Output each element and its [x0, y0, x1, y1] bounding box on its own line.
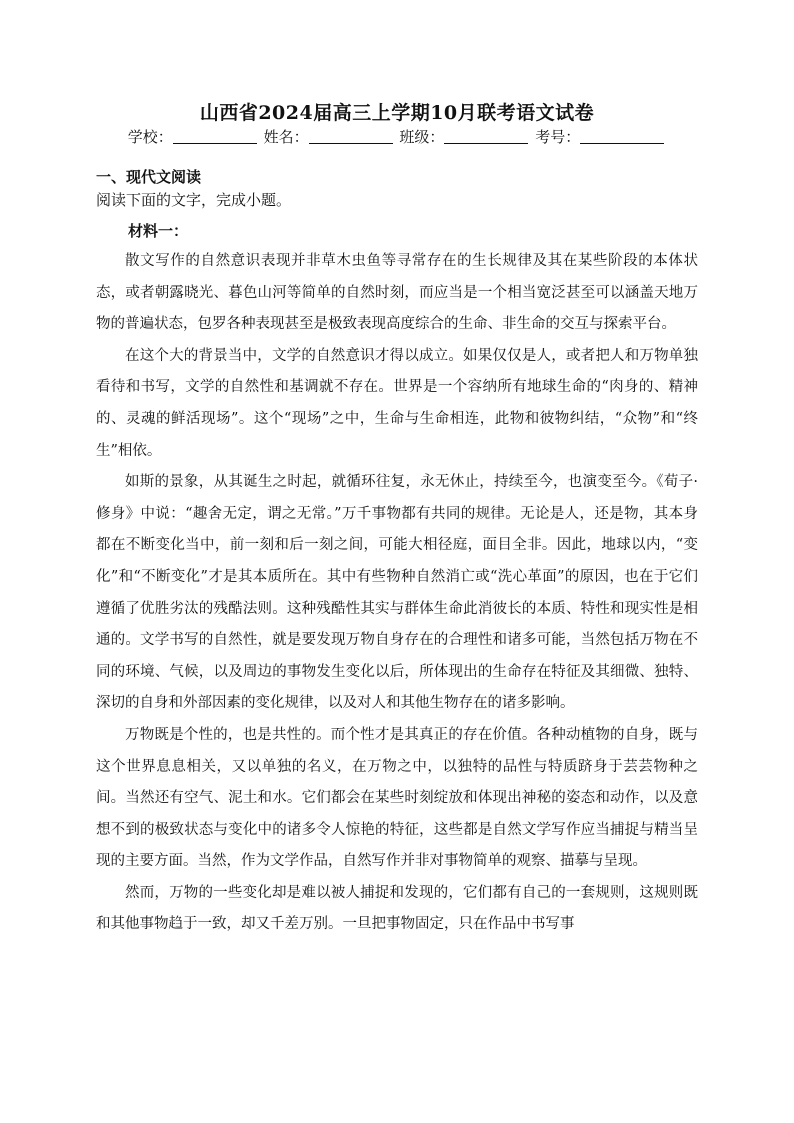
material-label: 材料一： — [128, 222, 189, 240]
material-body — [96, 246, 698, 941]
name-blank[interactable] — [309, 129, 393, 144]
exam-number-blank[interactable] — [580, 129, 664, 144]
class-field — [399, 126, 530, 147]
class-label: 班级： — [399, 128, 445, 146]
student-info-line — [0, 126, 794, 147]
class-blank[interactable] — [444, 129, 528, 144]
paragraph: 然而，万物的一些变化却是难以被人捕捉和发现的，它们都有自己的一套规则，这规则既和其他事物趋于一致，却又千差万别。一旦把事物固定，只在作品中书写事 — [96, 884, 698, 933]
name-label: 姓名： — [263, 128, 309, 146]
reading-instruction: 阅读下面的文字，完成小题。 — [96, 191, 292, 209]
school-blank[interactable] — [173, 129, 257, 144]
section-heading: 一、现代文阅读 — [96, 168, 202, 186]
school-label: 学校： — [127, 128, 173, 146]
page-title: 山西省2024届高三上学期10月联考语文试卷 — [199, 102, 595, 124]
paragraph: 万物既是个性的，也是共性的。而个性才是其真正的存在价值。各种动植物的自身，既与这个世界息息相关，又以单独的名义，在万物之中，以独特的品性与特质跻身于芸芸物种之间。当然还有空气、泥土和水。它们都会在某些时刻绽放和体现出神秘的姿态和动作，以及意想不到的极致状态与变化中的诸多令人惊艳的特征，这些都是自然文学写作应当捕捉与精当呈现的主要方面。当然，作为文学作品，自然写作并非对事物简单的观察、描摹与呈现。 — [96, 726, 698, 870]
paragraph: 在这个大的背景当中，文学的自然意识才得以成立。如果仅仅是人，或者把人和万物单独看待和书写，文学的自然性和基调就不存在。世界是一个容纳所有地球生命的“肉身的、精神的、灵魂的鲜活现场”。这个“现场”之中，生命与生命相连，此物和彼物纠结，“众物”和“终生”相依。 — [96, 347, 698, 459]
paragraph: 散文写作的自然意识表现并非草木虫鱼等寻常存在的生长规律及其在某些阶段的本体状态，或者朝露晓光、暮色山河等简单的自然时刻，而应当是一个相当宽泛甚至可以涵盖天地万物的普遍状态，包罗各种表现甚至是极致表现高度综合的生命、非生命的交互与探索平台。 — [96, 253, 698, 333]
exam-number-field — [535, 126, 666, 147]
exam-number-label: 考号： — [535, 128, 581, 146]
paragraph: 如斯的景象，从其诞生之时起，就循环往复，永无休止，持续至今，也演变至今。《荀子·修身》中说：“趣舍无定，谓之无常。”万千事物都有共同的规律。无论是人，还是物，其本身都在不断变化当中，前一刻和后一刻之间，可能大相径庭，面目全非。因此，地球以内，“变化”和“不断变化”才是其本质所在。其中有些物种自然消亡或“洗心革面”的原因，也在于它们遵循了优胜劣汰的残酷法则。这种残酷性其实与群体生命此消彼长的本质、特性和现实性是相通的。文学书写的自然性，就是要发现万物自身存在的合理性和诸多可能，当然包括万物在不同的环境、气候，以及周边的事物发生变化以后，所体现出的生命存在特征及其细微、独特、深切的自身和外部因素的变化规律，以及对人和其他生物存在的诸多影响。 — [96, 474, 698, 712]
name-field — [264, 126, 395, 147]
school-field — [128, 126, 259, 147]
